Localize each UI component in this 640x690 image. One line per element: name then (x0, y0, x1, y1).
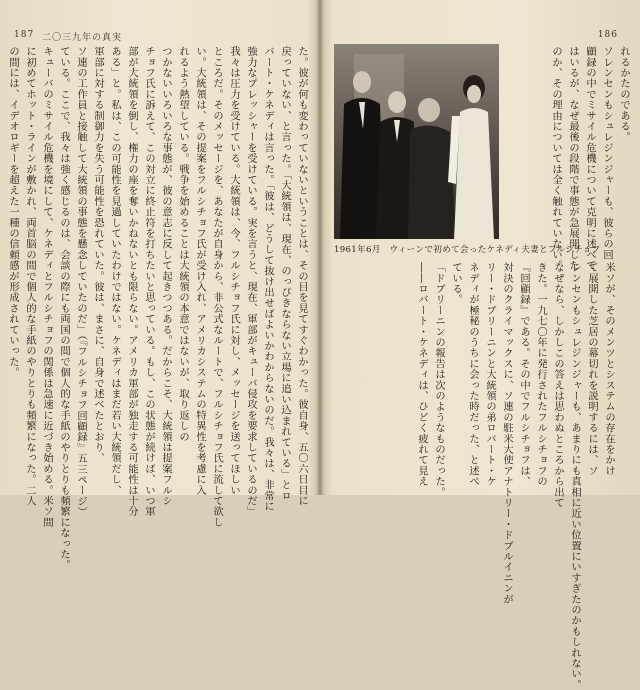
left-text-line: に初めてホット・ラインが敷かれ、両首脳の間で個人的な手紙のやりとりも頻繁になった。二人 (24, 46, 36, 507)
right-lower-line: ている。 (450, 262, 462, 305)
running-head: 二〇三九年の真実 (42, 33, 123, 43)
right-lower-line: 「ドブリーニンの報告は次のようなものだった。 (433, 262, 445, 498)
right-upper-line: のか、その理由については全く触れていない。 (550, 46, 562, 271)
vienna-photo (334, 44, 499, 239)
right-page (322, 0, 640, 690)
left-body-text (7, 46, 310, 571)
left-text-line: ている。ここで、我々は強く感じるのは、会談の際にも両国の間で個人的な手紙のやりとりも頻繁になった。 (58, 46, 70, 571)
right-lower-line: て展開した芝居の幕切れを説明するには、ソ (586, 262, 598, 476)
left-text-line: れるよう熱望している。戦争を始めることは大統領の本意ではないが、取り返しの (177, 46, 189, 442)
left-text-line: つかないいろいろな事態が、彼の意志に反して起きつつある。だからこそ、大統領は提案フルシ (160, 46, 172, 507)
left-text-line: ある」と。私は、この可能性を見過していたわけではない。ケネディはまだ若い大統領だし、 (109, 46, 121, 496)
right-lower-line: 米ソが、そのメンツとシステムの存在をかけ (603, 262, 615, 476)
left-text-line: 軍部に対する制御力を失う可能性を恐れていた。彼は、まさに、自身で述べたとおり、 (92, 46, 104, 464)
left-text-line: ところだ。そのメッセージを、あなたが自身から、非公式なルートで、フルシチョフ氏に流して欲し (211, 46, 223, 528)
left-text-line: い。大統領は、その提案をフルシチョフ氏が受け入れ、アメリカシステムの特異性を考慮に入 (194, 46, 206, 496)
page-number-left: 187 (14, 30, 35, 40)
right-upper-line: ソレンセンもシュレジンジャーも、彼らの回 (601, 46, 613, 260)
right-lower-line: きた。一九七〇年に発行されたフルシチョフの (535, 262, 547, 487)
right-lower-line: ――ロバート・ケネディは、ひどく疲れて見え (416, 262, 428, 487)
right-lower-line: リー・ドブリーニンと大統領の弟ロバート・ケ (484, 262, 496, 487)
left-text-line: チョフ氏に訴えて、この対立に終止符を打ちたいと思っている。もし、この状態が続けば、いつ軍 (143, 46, 155, 517)
left-text-line: 戻っていない、と言った。「大統領は、現在、のっぴきならない立場に追い込まれている」とロ (279, 46, 291, 501)
right-upper-text (504, 46, 632, 271)
left-text-line: キューバのミサイル危機を境にして、ケネディとフルシチョフの関係は急速に近づき始める。米ソ間 (41, 46, 53, 528)
right-upper-line: れるかたのである。 (618, 46, 630, 143)
left-page (0, 0, 318, 571)
page-number-right: 186 (597, 30, 618, 40)
left-text-line: 強力なプレッシャーを受けている。実を言うと、現在、軍部がキューバ侵攻を要求しているのだ」 (245, 46, 257, 517)
right-upper-line: 顧録の中でミサイル危機について克明に述べて (584, 46, 596, 271)
photo-image (334, 44, 499, 239)
right-lower-line: 対決のクライマックスに、ソ連の駐米大使アナトリー・ドブルイニンが (501, 262, 513, 605)
left-text-line: 我々は圧力を受けている。大統領は、今、フルシチョフ氏に対し、メッセージを送ってほしい (228, 46, 240, 496)
left-text-line: の間には、イデオロギーを超えた一種の信頼感が形成されていった。 (7, 46, 19, 378)
right-lower-line: ネディが極秘のうちに会った時だった、と述べ (467, 262, 479, 487)
right-lower-line: 『回顧録』である。その中でフルシチョフは、 (518, 262, 530, 487)
photo-caption: 1961年6月 ウィーンで初めて会ったケネディ夫妻とフルシチョフ (334, 245, 601, 255)
left-text-line: た。彼が何も変わっていないということは、その目を見てすぐわかった。彼自身、五〇六日目に (296, 46, 308, 507)
right-lower-line: なぜなら、しかしこの答えは思わぬところから出て (552, 262, 564, 509)
right-lower-line: レンセンもシュレジンジャーも、あまりにも真相に近い位置にいすぎたのかもしれない。 (569, 262, 581, 690)
right-lower-text (332, 262, 617, 690)
left-text-line: 部が大統領を倒し、権力の座を奪いかねないとも限らない。アメリカ軍部が独走する可能性は十分 (126, 46, 138, 517)
right-upper-line: はいるが、なぜ最後の段階で事態が急展開した (567, 46, 579, 271)
left-text-line: バート・ケネディは言った。「彼は、どうして抜け出せばよいかわからないのだ。我々は、非常に (262, 46, 274, 512)
left-text-line: ソ連の工作員と接触して大統領の事態を懸念していたのだ」（『フルシチョフ回顧録』五三ページ） (75, 46, 87, 518)
